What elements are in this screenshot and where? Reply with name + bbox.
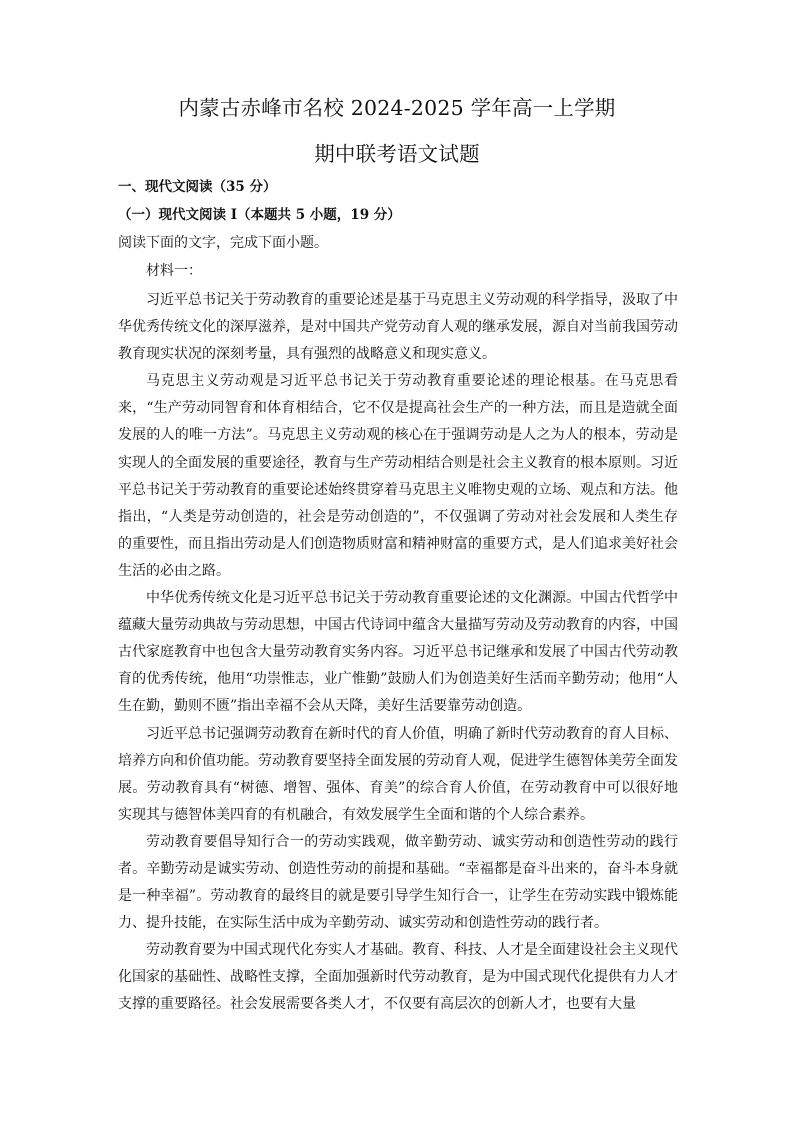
paragraph: 劳动教育要倡导知行合一的劳动实践观，做辛勤劳动、诚实劳动和创造性劳动的践行者。辛勤劳动是诚实劳动、创造性劳动的前提和基础。“幸福都是奋斗出来的，奋斗本身就是一种幸福”。劳动教育的最终目的就是要引导学生知行合一，让学生在劳动实践中锻炼能力、提升技能，在实际生活中成为辛勤劳动、诚实劳动和创造性劳动的践行者。 bbox=[118, 833, 678, 932]
reading-instruction: 阅读下面的文字，完成下面小题。 bbox=[118, 235, 328, 251]
reading-passage bbox=[118, 287, 678, 1019]
material-label: 材料一： bbox=[146, 263, 202, 279]
subsection-heading: （一）现代文阅读 I（本题共 5 小题，19 分） bbox=[118, 207, 401, 223]
section-heading: 一、现代文阅读（35 分） bbox=[118, 179, 277, 195]
paragraph: 中华优秀传统文化是习近平总书记关于劳动教育重要论述的文化渊源。中国古代哲学中蕴藏大量劳动典故与劳动思想，中国古代诗词中蕴含大量描写劳动及劳动教育的内容，中国古代家庭教育中也包含大量劳动教育实务内容。习近平总书记继承和发展了中国古代劳动教育的优秀传统，他用“功崇惟志，业广惟勤”鼓励人们为创造美好生活而辛勤劳动；他用“人生在勤，勤则不匮”指出幸福不会从天降，美好生活要靠劳动创造。 bbox=[118, 590, 678, 715]
document-subtitle: 期中联考语文试题 bbox=[314, 142, 480, 166]
paragraph: 习近平总书记强调劳动教育在新时代的育人价值，明确了新时代劳动教育的育人目标、培养方向和价值功能。劳动教育要坚持全面发展的劳动育人观，促进学生德智体美劳全面发展。劳动教育具有“树德、增智、强体、育美”的综合育人价值，在劳动教育中可以很好地实现其与德智体美四育的有机融合，有效发展学生全面和谐的个人综合素养。 bbox=[118, 725, 678, 823]
paragraph: 习近平总书记关于劳动教育的重要论述是基于马克思主义劳动观的科学指导，汲取了中华优秀传统文化的深厚滋养，是对中国共产党劳动育人观的继承发展，源自对当前我国劳动教育现实状况的深刻考量，具有强烈的战略意义和现实意义。 bbox=[118, 292, 678, 363]
paragraph: 劳动教育要为中国式现代化夯实人才基础。教育、科技、人才是全面建设社会主义现代化国家的基础性、战略性支撑，全面加强新时代劳动教育，是为中国式现代化提供有力人才支撑的重要路径。社会发展需要各类人才，不仅要有高层次的创新人才，也要有大量 bbox=[118, 942, 678, 1013]
document-title: 内蒙古赤峰市名校 2024-2025 学年高一上学期 bbox=[178, 96, 616, 120]
paragraph: 马克思主义劳动观是习近平总书记关于劳动教育重要论述的理论根基。在马克思看来，“生产劳动同智育和体育相结合，它不仅是提高社会生产的一种方法，而且是造就全面发展的人的唯一方法”。马克思主义劳动观的核心在于强调劳动是人之为人的根本，劳动是实现人的全面发展的重要途径，教育与生产劳动相结合则是社会主义教育的根本原则。习近平总书记关于劳动教育的重要论述始终贯穿着马克思主义唯物史观的立场、观点和方法。他指出，“人类是劳动创造的，社会是劳动创造的”，不仅强调了劳动对社会发展和人类生存的重要性，而且指出劳动是人们创造物质财富和精神财富的重要方式，是人们追求美好社会生活的必由之路。 bbox=[118, 373, 678, 579]
